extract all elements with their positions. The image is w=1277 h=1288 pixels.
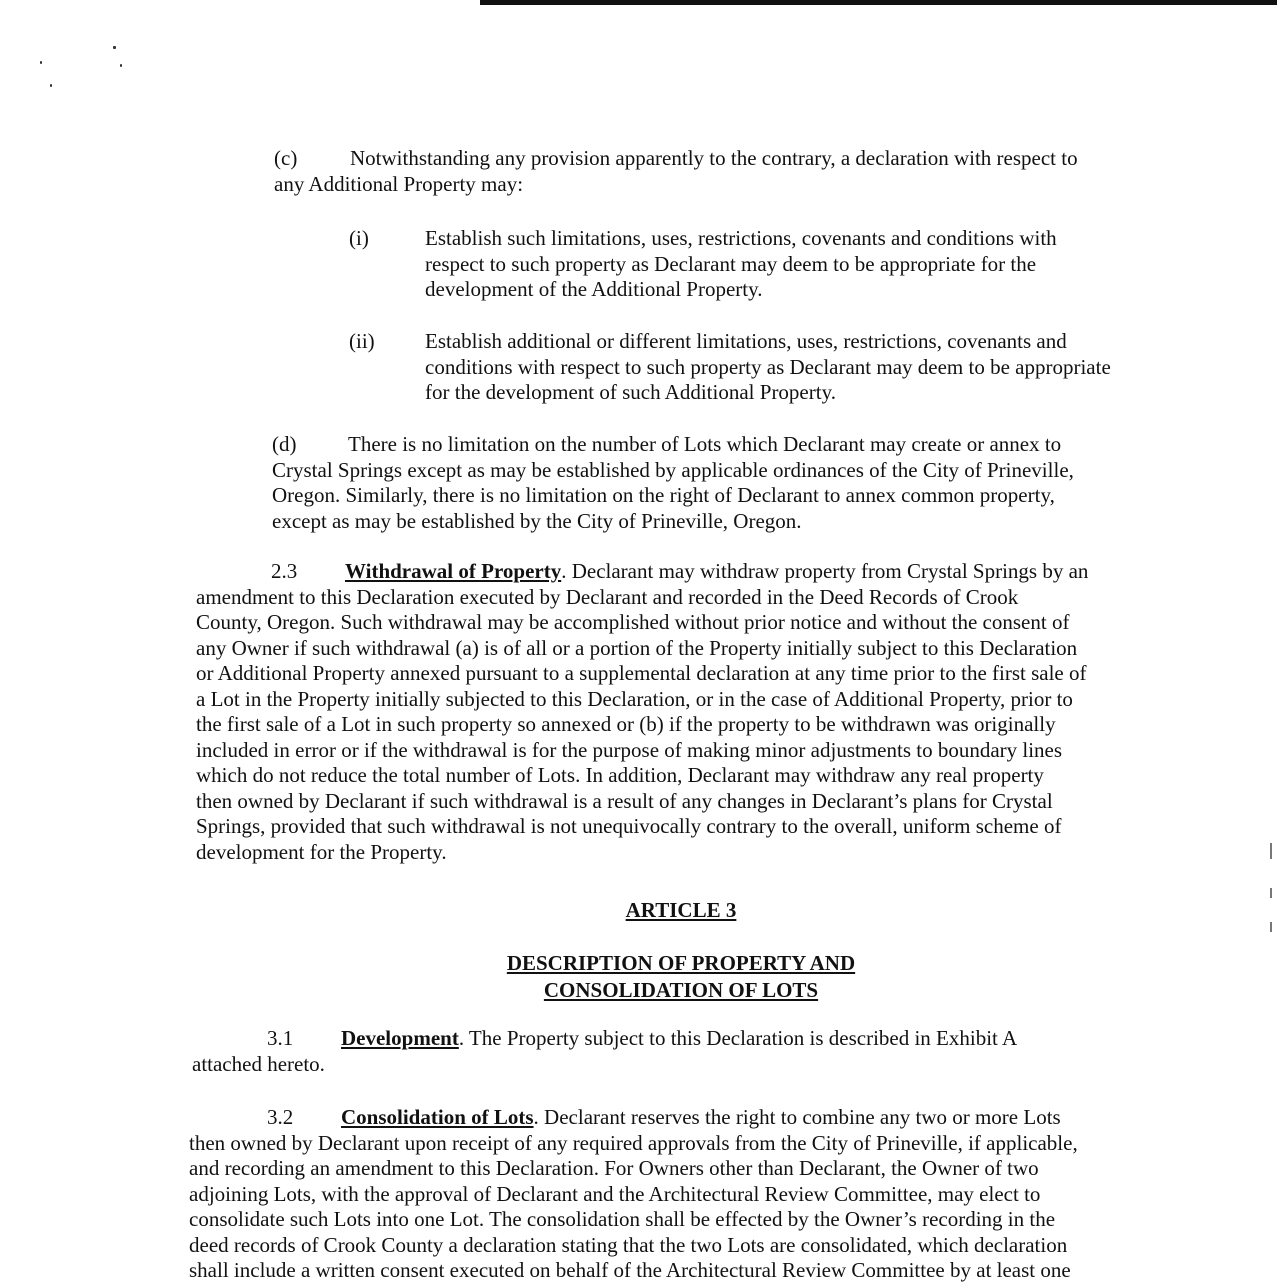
- section-first-line: 3.1 Development. The Property subject to this Declaration is described in Exhibit A: [267, 1026, 1018, 1050]
- subitem-label: (ii): [349, 329, 375, 353]
- paragraph-label: (c): [274, 146, 298, 170]
- paragraph-line: (d) There is no limitation on the number of Lots which Declarant may create or annex to: [272, 432, 1062, 456]
- section-line: County, Oregon. Such withdrawal may be accomplished without prior notice and without the consent of: [196, 610, 1070, 634]
- section-number: 3.1: [267, 1026, 294, 1050]
- section-line: or Additional Property annexed pursuant to a supplemental declaration at any time prior to the first sale of: [196, 661, 1087, 685]
- paragraph-line: (c) Notwithstanding any provision apparently to the contrary, a declaration with respect to: [274, 146, 1078, 170]
- section-line: the first sale of a Lot in such property so annexed or (b) if the property to be withdrawn was originally: [196, 712, 1056, 736]
- article-subtitle-line: CONSOLIDATION OF LOTS: [543, 978, 819, 1002]
- section-line: Springs, provided that such withdrawal is not unequivocally contrary to the overall, uniform scheme of: [196, 814, 1062, 838]
- section-line: a Lot in the Property initially subjected to this Declaration, or in the case of Additional Property, prior to: [196, 686, 1073, 711]
- section-line: amendment to this Declaration executed by Declarant and recorded in the Deed Records of Crook: [196, 584, 1019, 609]
- scan-speck: [113, 46, 116, 49]
- paragraph-d: [272, 432, 1074, 534]
- section-2-3: [196, 559, 1088, 865]
- paragraph-line: any Additional Property may:: [274, 171, 524, 196]
- scan-edge-bar: [480, 0, 1277, 5]
- section-line: any Owner if such withdrawal (a) is of all or a portion of the Property initially subject to this Declaration: [196, 635, 1078, 660]
- subitem-line: conditions with respect to such property as Declarant may deem to be appropriate: [425, 354, 1111, 379]
- scan-speck: [50, 84, 52, 87]
- subitem-ii: [349, 329, 1111, 406]
- section-line: attached hereto.: [192, 1051, 325, 1076]
- section-line: shall include a written consent executed on behalf of the Architectural Review Committee by at least one: [189, 1258, 1071, 1282]
- section-number: 3.2: [267, 1105, 294, 1129]
- subitem-line: development of the Additional Property.: [425, 277, 763, 301]
- section-first-line: 3.2 Consolidation of Lots. Declarant reserves the right to combine any two or more Lots: [267, 1105, 1061, 1129]
- scan-speck: [40, 61, 42, 64]
- subitem-line: for the development of such Additional Property.: [425, 380, 836, 404]
- article-title: ARTICLE 3: [625, 898, 737, 922]
- paragraph-line: Oregon. Similarly, there is no limitation on the right of Declarant to annex common property,: [272, 483, 1055, 507]
- subitem-i: [349, 226, 1057, 303]
- section-line: deed records of Crook County a declaration stating that the two Lots are consolidated, which declaration: [189, 1232, 1068, 1257]
- section-line: adjoining Lots, with the approval of Declarant and the Architectural Review Committee, may elect to: [189, 1181, 1041, 1206]
- article-subtitle-line: DESCRIPTION OF PROPERTY AND: [506, 951, 856, 975]
- section-line: development for the Property.: [196, 839, 447, 864]
- subitem-line: (ii) Establish additional or different limitations, uses, restrictions, covenants and: [349, 329, 1067, 353]
- section-line: and recording an amendment to this Declaration. For Owners other than Declarant, the Owner of two: [189, 1156, 1039, 1180]
- paragraph-c: [274, 146, 1078, 197]
- paragraph-line: Crystal Springs except as may be established by applicable ordinances of the City of Prineville,: [272, 457, 1074, 482]
- paragraph-line: except as may be established by the City of Prineville, Oregon.: [272, 508, 802, 533]
- subitem-label: (i): [349, 226, 369, 250]
- section-heading: Consolidation of Lots: [341, 1105, 534, 1129]
- section-line: then owned by Declarant upon receipt of any required approvals from the City of Prineville, if applicable,: [189, 1130, 1078, 1155]
- section-line: then owned by Declarant if such withdrawal is a result of any changes in Declarant’s plans for Crystal: [196, 788, 1053, 813]
- section-line: included in error or if the withdrawal is for the purpose of making minor adjustments to boundary lines: [196, 737, 1063, 762]
- section-number: 2.3: [271, 559, 298, 583]
- paragraph-label: (d): [272, 432, 297, 456]
- section-heading: Development: [341, 1026, 459, 1050]
- section-3-1: [192, 1026, 1017, 1077]
- subitem-line: (i) Establish such limitations, uses, restrictions, covenants and conditions with: [349, 226, 1057, 250]
- section-line: consolidate such Lots into one Lot. The consolidation shall be effected by the Owner’s recording in the: [189, 1207, 1056, 1231]
- scan-speck: [120, 64, 122, 67]
- section-first-line: 2.3 Withdrawal of Property. Declarant may withdraw property from Crystal Springs by an: [271, 559, 1089, 583]
- section-heading: Withdrawal of Property: [345, 559, 562, 583]
- subitem-line: respect to such property as Declarant may deem to be appropriate for the: [425, 251, 1037, 276]
- scan-edge-mark: [1270, 843, 1272, 859]
- section-line: which do not reduce the total number of Lots. In addition, Declarant may withdraw any real property: [196, 763, 1044, 787]
- section-3-2: [189, 1105, 1078, 1284]
